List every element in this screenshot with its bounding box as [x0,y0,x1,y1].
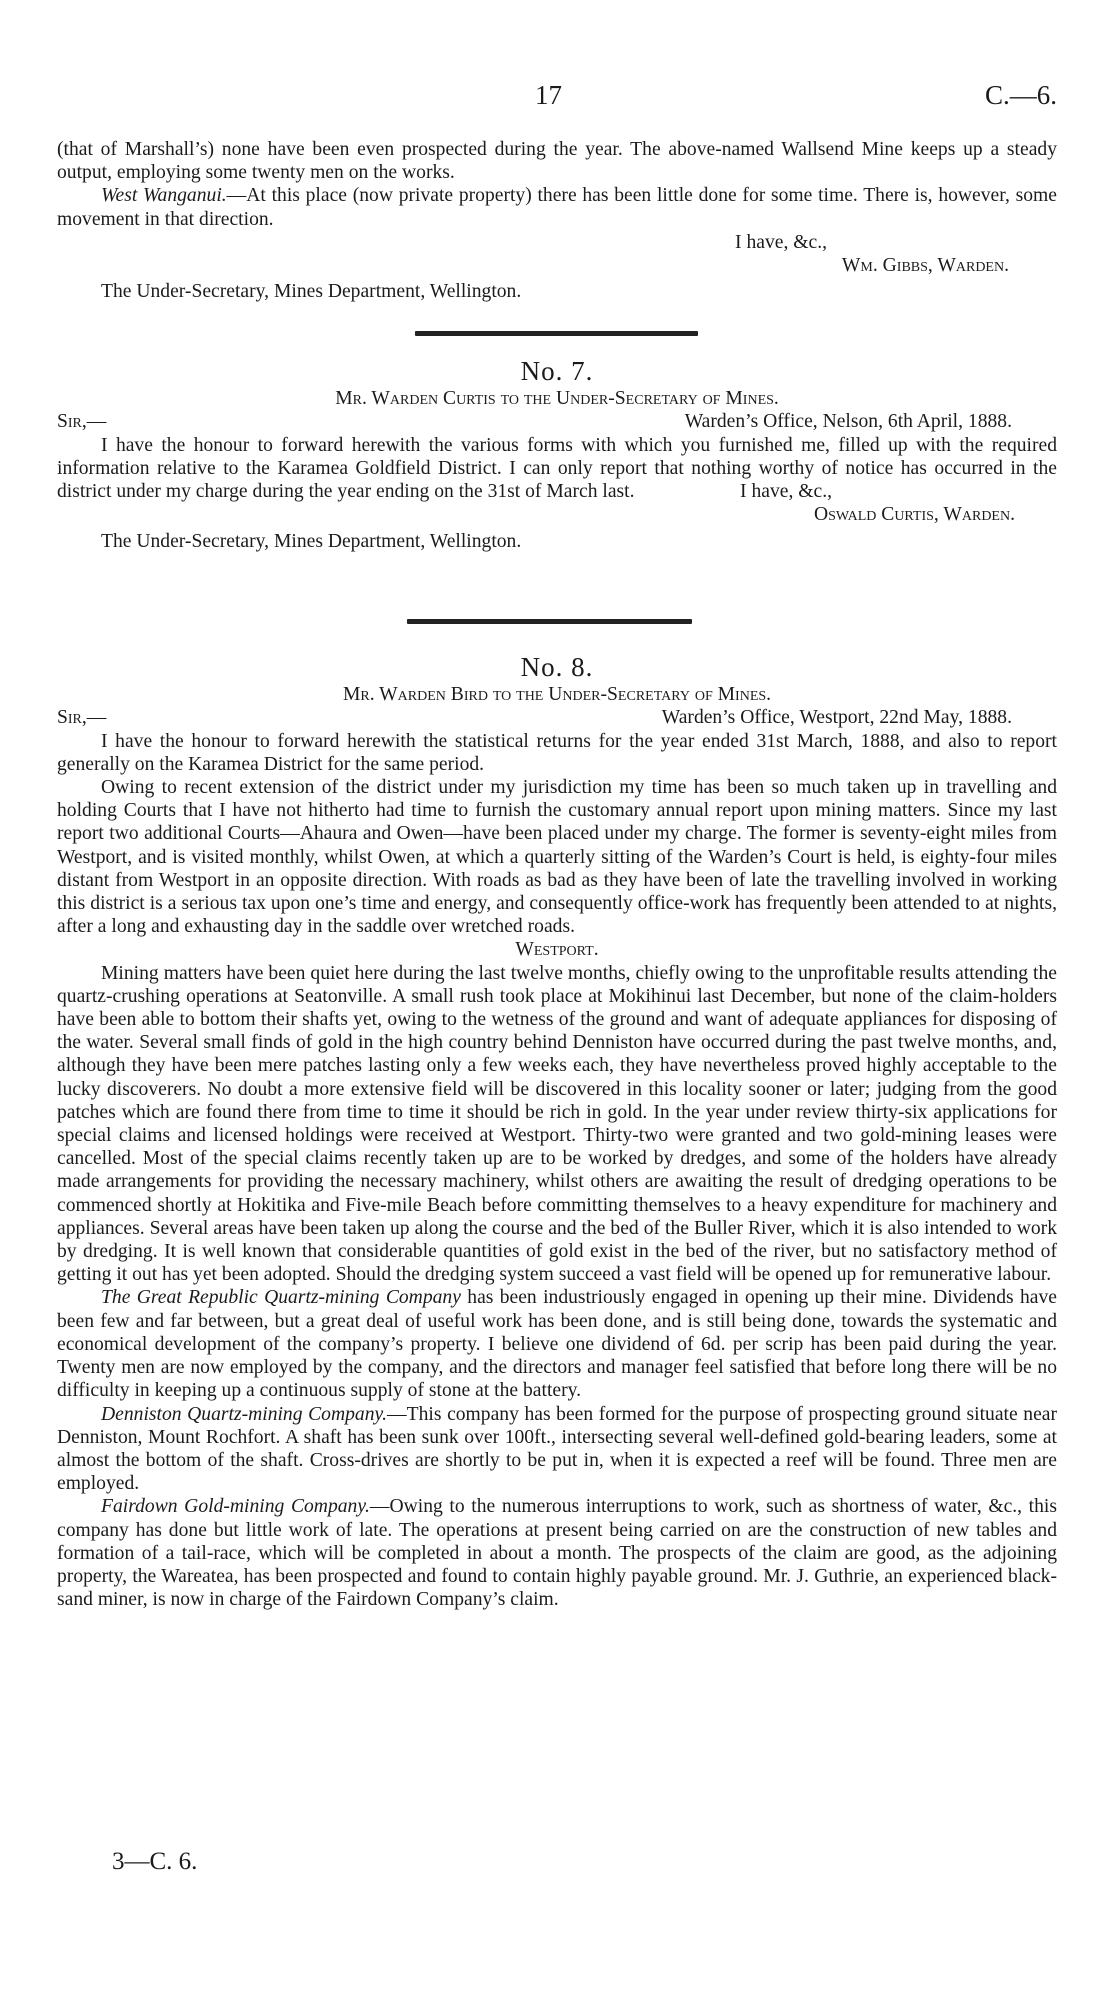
closing: I have, &c., [740,481,832,503]
signature: Oswald Curtis, Warden. [813,504,1015,526]
letter-no7 [57,356,1057,553]
closing: I have, &c., [735,231,827,253]
paragraph-text: has been industriously engaged in opening up their mine. Dividends have been few and far between, but a great deal of useful work has been done, and is still being done, towards the systematic and economical development of the company’s property. I believe one dividend of 6d. per scrip has been paid during the year. Twenty men are now employed by the company, and the directors and manager feel satisfied that before long there will be no difficulty in keeping up a continuous supply of stone at the battery. [57,1287,1057,1402]
section-divider [415,331,698,336]
salutation: Sir,— [57,707,107,729]
addressee: The Under-Secretary, Mines Department, Wellington. [101,281,522,303]
paragraph: (that of Marshall’s) none have been even prospected during the year. The above-named Wallsend Mine keeps up a steady output, employing some twenty men on the works. [57,139,1057,184]
paragraph [57,184,1057,230]
office-date: Warden’s Office, Westport, 22nd May, 1888. [661,707,1012,729]
letter-no8 [57,652,1057,1611]
section-divider [407,619,692,624]
paragraph [57,1495,1057,1611]
paragraph-title: The Great Republic Quartz-mining Company [101,1287,461,1309]
top-section [57,138,1057,303]
signature: Wm. Gibbs, Warden. [841,255,1009,277]
paragraph [57,1286,1057,1402]
paragraph: Mining matters have been quiet here during the last twelve months, chiefly owing to the unprofitable results attending the quartz-crushing operations at Seatonville. A small rush took place at Mokihinui last December, but none of the claim-holders have been able to bottom their shafts yet, owing to the wetness of the ground and want of adequate appliances for disposing of the water. Several small finds of gold in the high country behind Denniston have occurred during the past twelve months, and, although they have been mere patches lasting only a few weeks each, they have nevertheless proved highly acceptable to the lucky discoverers. No doubt a more extensive field will be discovered in this locality sooner or later; judging from the good patches which are found there from time to time it should be rich in gold. In the year under review thirty-six applications for special claims and licensed holdings were received at Westport. Thirty-two were granted and two gold-mining leases were cancelled. Most of the special claims recently taken up are to be worked by dredges, and some of the holders have already made arrangements for providing the necessary machinery, whilst others are awaiting the result of dredging operations to be commenced shortly at Hokitika and Five-mile Beach before committing themselves to a heavy expenditure for machinery and appliances. Several areas have been taken up along the course and the bed of the Buller River, which it is also intended to work by dredging. It is well known that considerable quantities of gold exist in the bed of the river, but no satisfactory method of getting it out has yet been adopted. Should the dredging system succeed a vast field will be opened up for remunerative labour. [57,962,1057,1286]
page-number: 17 [535,80,562,110]
salutation-line [57,706,1057,729]
letter-number-heading: No. 7. [520,356,594,386]
paragraph [57,1403,1057,1496]
document-reference: C.—6. [984,80,1057,110]
letter-number-heading: No. 8. [520,652,594,682]
paragraph: I have the honour to forward herewith the statistical returns for the year ended 31st March, 1888, and also to report generally on the Karamea District for the same period. [57,730,1057,775]
paragraph: Owing to recent extension of the district under my jurisdiction my time has been so much taken up in travelling and holding Courts that I have not hitherto had time to furnish the customary annual report upon mining matters. Since my last report two additional Courts—Ahaura and Owen—have been placed under my charge. The former is seventy-eight miles from Westport, and is visited monthly, whilst Owen, at which a quarterly sitting of the Warden’s Court is held, is eighty-four miles distant from Westport in an opposite direction. With roads as bad as they have been of late the travelling involved in working this district is a serious tax upon one’s time and energy, and consequently office-work has frequently been attended to at nights, after a long and exhausting day in the saddle over wretched roads. [57,777,1057,938]
letter-from-to: Mr. Warden Bird to the Under-Secretary of Mines. [342,684,772,706]
paragraph-title: West Wanganui. [101,185,227,207]
paragraph-text: —This company has been formed for the purpose of prospecting ground situate near Denniston, Mount Rochfort. A shaft has been sunk over 100ft., intersecting several well-defined gold-bearing leaders, some at almost the bottom of the shaft. Cross-drives are shortly to be put in, when it is expected a reef will be found. Three men are employed. [57,1403,1057,1495]
office-date: Warden’s Office, Nelson, 6th April, 1888. [684,411,1012,433]
paragraph-text: —At this place (now private property) there has been little done for some time. There is, however, some movement in that direction. [57,185,1057,230]
paragraph: I have the honour to forward herewith the various forms with which you furnished me, filled up with the required information relative to the Karamea Goldfield District. I can only report that nothing worthy of notice has occurred in the district under my charge during the year ending on the 31st of March last. [57,434,1057,503]
paragraph-text: —Owing to the numerous interruptions to work, such as shortness of water, &c., this company has done but little work of late. The operations at present being carried on are the construction of new tables and formation of a tail-race, which will be completed in about a month. The prospects of the claim are good, as the adjoining property, the Wareatea, has been prospected and found to contain highly payable ground. Mr. J. Guthrie, an experienced black-sand miner, is now in charge of the Fairdown Company’s claim. [57,1496,1057,1611]
letter-from-to: Mr. Warden Curtis to the Under-Secretary of Mines. [335,388,779,410]
salutation-line [57,410,1057,433]
addressee: The Under-Secretary, Mines Department, Wellington. [101,530,522,552]
signature-mark: 3—C. 6. [112,1848,198,1875]
section-heading: Westport. [515,939,599,961]
salutation: Sir,— [57,411,107,433]
paragraph-title: Fairdown Gold-mining Company. [101,1496,370,1518]
paragraph-title: Denniston Quartz-mining Company. [101,1403,388,1425]
